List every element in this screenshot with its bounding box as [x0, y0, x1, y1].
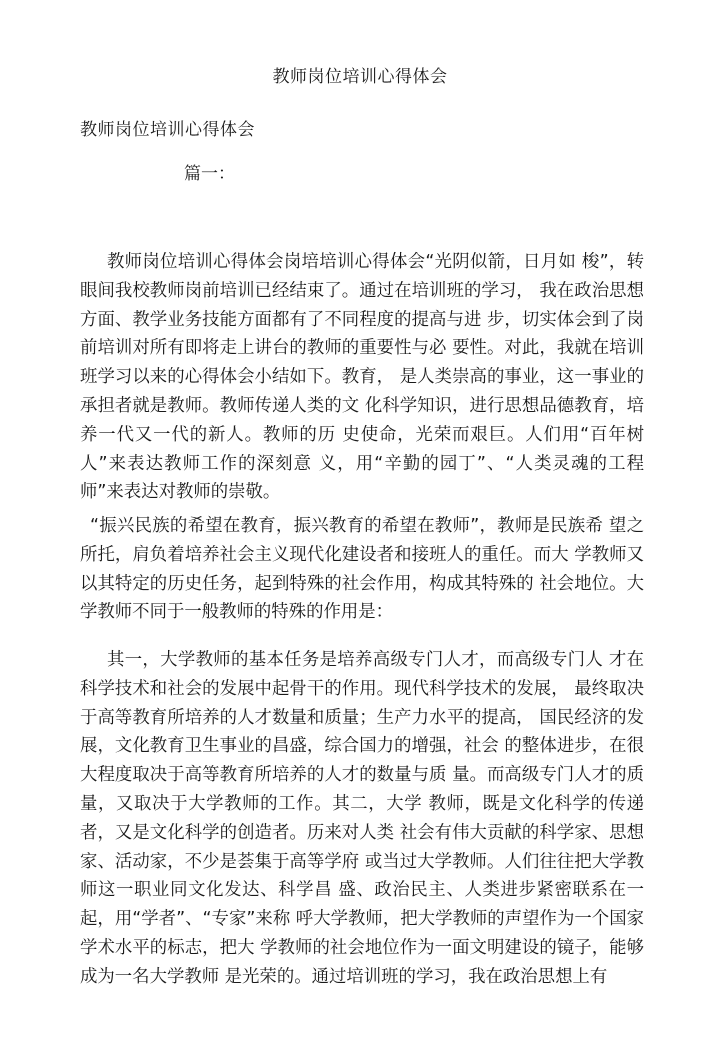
body-paragraph: 教师岗位培训心得体会岗培培训心得体会“光阴似箭，日月如 梭”，转眼间我校教师岗前培训已经结束了。通过在培训班的学习， 我在政治思想方面、教学业务技能方面都有了不同程度的提高与进 步，切实体会到了岗前培训对所有即将走上讲台的教师的重要性与必 要性。对此，我就在培训班学习以来的心得体会小结如下。教育， 是人类崇高的事业，这一事业的承担者就是教师。教师传递人类的文 化科学知识，进行思想品德教育，培养一代又一代的新人。教师的历 史使命，光荣而艰巨。人们用“百年树人”来表达教师工作的深刻意 义，用“辛勤的园丁”、“人类灵魂的工程师”来表达对教师的崇敬。: [80, 252, 644, 503]
body-paragraph: “振兴民族的希望在教育，振兴教育的希望在教师”，教师是民族希 望之所托，肩负着培养社会主义现代化建设者和接班人的重任。而大 学教师又以其特定的历史任务，起到特殊的社会作用，构成其特殊的 社会地位。大学教师不同于一般教师的特殊的作用是：: [80, 516, 644, 623]
part-label: 篇一：: [184, 164, 235, 184]
document-subtitle: 教师岗位培训心得体会: [80, 120, 255, 140]
document-title: 教师岗位培训心得体会: [272, 67, 448, 87]
body-paragraph: 其一，大学教师的基本任务是培养高级专门人才，而高级专门人 才在科学技术和社会的发展中起骨干的作用。现代科学技术的发展， 最终取决于高等教育所培养的人才数量和质量；生产力水平的提高， 国民经济的发展，文化教育卫生事业的昌盛，综合国力的增强，社会 的整体进步，在很大程度取决于高等教育所培养的人才的数量与质 量。而高级专门人才的质量，又取决于大学教师的工作。其二，大学 教师，既是文化科学的传递者，又是文化科学的创造者。历来对人类 社会有伟大贡献的科学家、思想家、活动家，不少是荟集于高等学府 或当过大学教师。人们往往把大学教师这一职业同文化发达、科学昌 盛、政治民主、人类进步紧密联系在一起，用“学者”、“专家”来称 呼大学教师，把大学教师的声望作为一个国家学术水平的标志，把大 学教师的社会地位作为一面文明建设的镜子，能够成为一名大学教师 是光荣的。通过培训班的学习，我在政治思想上有: [80, 650, 645, 987]
